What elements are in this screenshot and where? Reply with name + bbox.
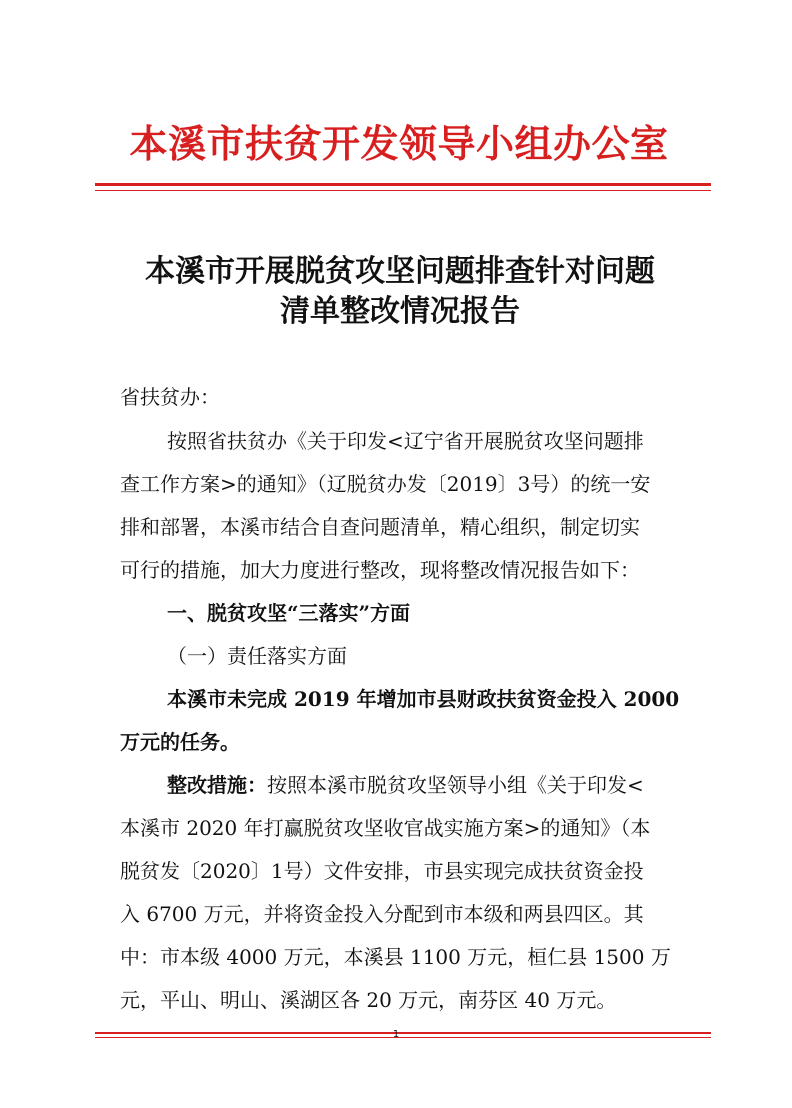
measure-line-1-text: 按照本溪市脱贫攻坚领导小组《关于印发<: [267, 773, 644, 797]
page-number: 1: [392, 1029, 400, 1040]
section-heading: 一、脱贫攻坚“三落实”方面: [167, 601, 411, 625]
footer-red-rule-thin: [95, 1037, 711, 1038]
issue-line-2: 万元的任务。: [120, 730, 240, 754]
letterhead-red-rule-thick: [95, 183, 711, 186]
measure-paragraph-line-6: 元，平山、明山、溪湖区各 20 万元，南芬区 40 万元。: [120, 988, 617, 1012]
intro-paragraph-line-2: 查工作方案>的通知》（辽脱贫办发〔2019〕3号）的统一安: [120, 472, 651, 496]
subsection-heading: （一）责任落实方面: [167, 644, 347, 668]
footer-red-rule-thick: [95, 1032, 711, 1034]
issue-line-1: 本溪市未完成 2019 年增加市县财政扶贫资金投入 2000: [167, 687, 680, 711]
measure-label: 整改措施：: [167, 773, 267, 797]
report-title-line-1: 本溪市开展脱贫攻坚问题排查针对问题: [145, 254, 655, 289]
measure-paragraph-line-1: [167, 775, 644, 795]
letterhead-red-rule-thin: [95, 190, 711, 191]
measure-paragraph-line-2: 本溪市 2020 年打赢脱贫攻坚收官战实施方案>的通知》（本: [120, 816, 651, 840]
letterhead-organization: 本溪市扶贫开发领导小组办公室: [129, 121, 669, 166]
measure-paragraph-line-3: 脱贫发〔2020〕1号）文件安排，市县实现完成扶贫资金投: [120, 859, 644, 883]
intro-paragraph-line-1: 按照省扶贫办《关于印发<辽宁省开展脱贫攻坚问题排: [167, 429, 644, 453]
measure-paragraph-line-4: 入 6700 万元，并将资金投入分配到市本级和两县四区。其: [120, 902, 644, 926]
report-title-line-2: 清单整改情况报告: [280, 294, 520, 329]
intro-paragraph-line-4: 可行的措施，加大力度进行整改，现将整改情况报告如下：: [120, 558, 640, 582]
recipient-line: 省扶贫办：: [120, 385, 220, 409]
measure-paragraph-line-5: 中：市本级 4000 万元，本溪县 1100 万元，桓仁县 1500 万: [120, 945, 671, 969]
intro-paragraph-line-3: 排和部署，本溪市结合自查问题清单，精心组织，制定切实: [120, 515, 640, 539]
